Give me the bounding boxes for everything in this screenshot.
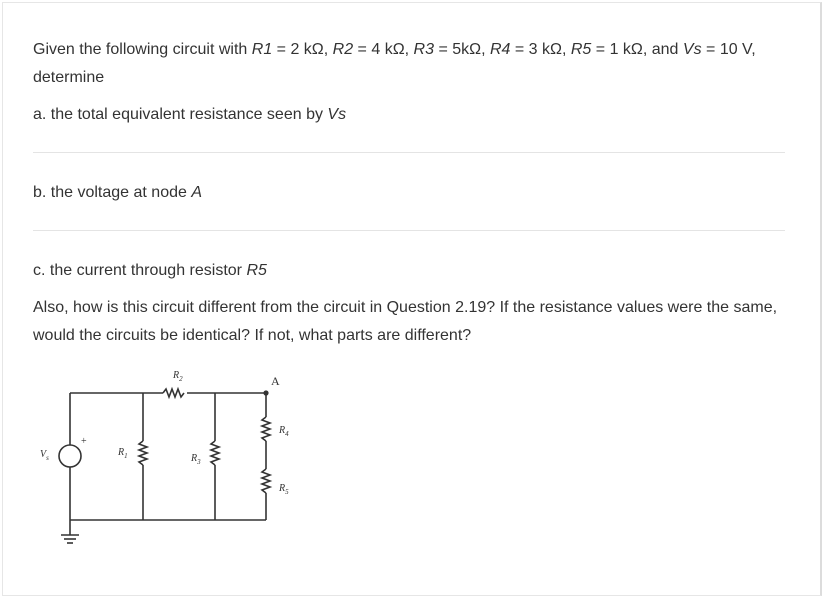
part-b-var: A: [191, 184, 203, 201]
part-c: [33, 257, 785, 285]
r3-value: = 5kΩ,: [434, 41, 490, 58]
part-a-var: Vs: [327, 106, 347, 123]
circuit-diagram: [40, 365, 310, 555]
divider: [33, 230, 785, 231]
r2-symbol: $R_2$: [173, 370, 183, 383]
question-content: [33, 36, 785, 350]
r3-symbol: $R_3$: [191, 453, 201, 466]
r2-value: = 4 kΩ,: [353, 41, 414, 58]
vs-symbol: $V_s$: [40, 449, 49, 462]
vs-label: Vs: [682, 41, 702, 58]
followup-question: Also, how is this circuit different from the circuit in Question 2.19? If the resistance values were the same, would the circuits be identical? If not, what parts are different?: [33, 299, 778, 344]
r5-value: = 1 kΩ, and: [591, 41, 683, 58]
r5-label: R5: [570, 41, 592, 58]
part-c-var: R5: [246, 262, 267, 279]
divider: [33, 152, 785, 153]
r2-label: R2: [332, 41, 354, 58]
part-a-text: a. the total equivalent resistance seen by: [33, 106, 328, 123]
part-c-text: c. the current through resistor: [33, 262, 247, 279]
r4-symbol: $R_4$: [279, 425, 289, 438]
part-b-text: b. the voltage at node: [33, 184, 192, 201]
r3-label: R3: [413, 41, 434, 58]
part-b: [33, 179, 785, 207]
part-a: [33, 101, 785, 129]
r4-value: = 3 kΩ,: [510, 41, 571, 58]
question-intro: [33, 36, 785, 92]
r5-symbol: $R_5$: [279, 483, 289, 496]
r4-label: R4: [489, 41, 511, 58]
r1-label: R1: [251, 41, 273, 58]
r1-value: = 2 kΩ,: [272, 41, 333, 58]
intro-text: Given the following circuit with: [33, 41, 252, 58]
node-a-label: A: [271, 374, 280, 388]
node-a-dot: [263, 390, 268, 395]
vs-value: = 10 V, determine: [33, 41, 756, 86]
r1-symbol: $R_1$: [118, 447, 128, 460]
plus-sign: +: [81, 436, 87, 447]
